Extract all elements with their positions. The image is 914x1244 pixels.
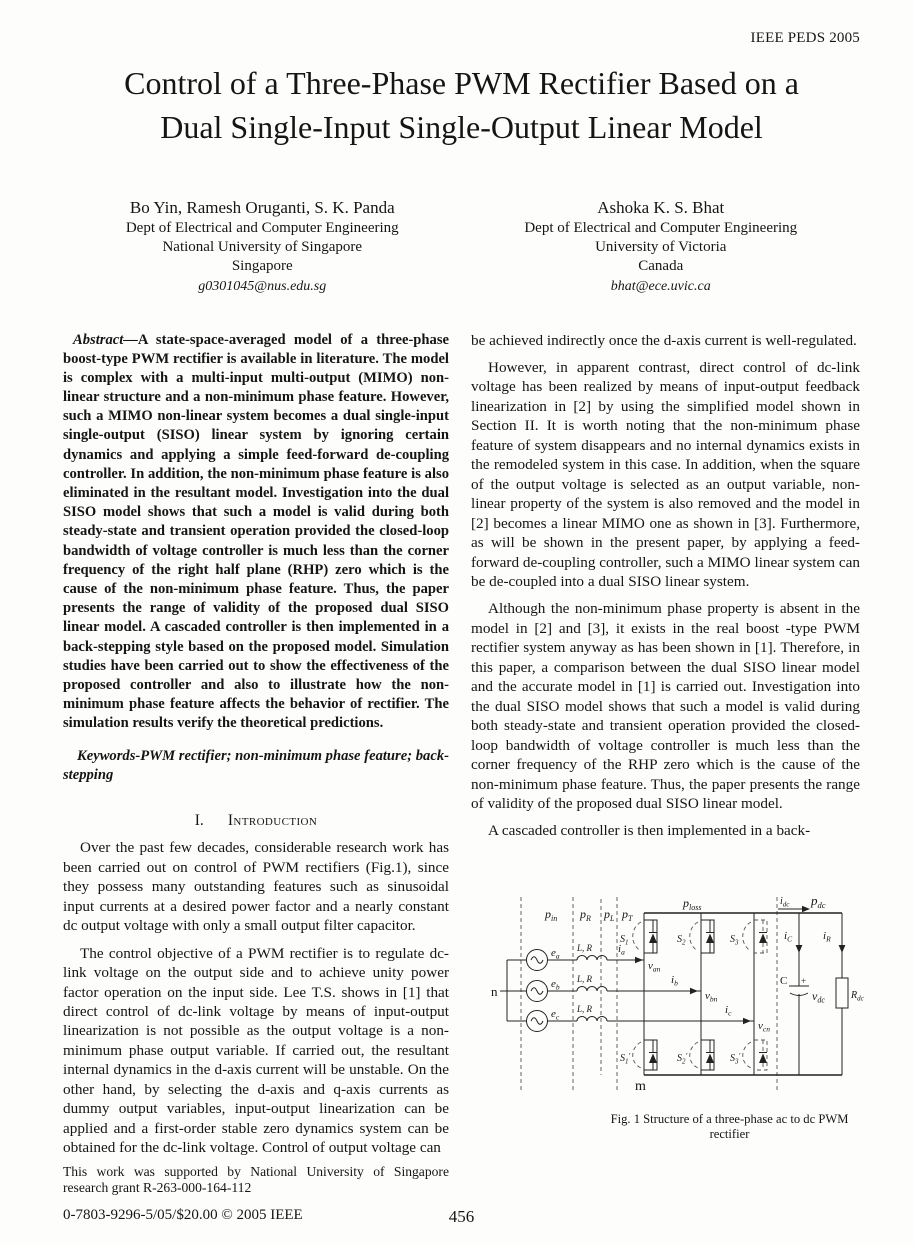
figure-label-capacitor-c: C	[780, 974, 788, 987]
switch-s3	[730, 920, 767, 953]
figure-label-e-b: $e_b$	[551, 977, 560, 992]
author-email: bhat@ece.uvic.ca	[610, 278, 711, 294]
figure-label-lr-a: L, R	[577, 942, 593, 953]
figure-label-i-r: $i_R$	[823, 929, 831, 944]
figure-label-e-c: $e_c$	[551, 1007, 560, 1022]
phase-c-line-and-inductor	[548, 1004, 771, 1034]
figure-label-p-loss: $p_{loss}$	[683, 895, 702, 912]
figure-label-s2: $S_2$	[677, 933, 686, 947]
switch-s1-prime	[620, 1040, 657, 1070]
ac-source-phase-c	[527, 1010, 548, 1031]
figure-label-lr-c: L, R	[577, 1003, 593, 1014]
page-footer	[63, 1207, 860, 1224]
pwm-rectifier-circuit-diagram	[487, 892, 899, 1100]
intro-paragraph-2: The control objective of a PWM rectifier is to regulate dc-link voltage on the output side and to achieve unity power factor operation on the input side. Lee T.S. shows in [1] that direct control of dc-link voltage by means of input-output linearization is not possible as the output voltage is a non-minimum phase output variable. If carried out, the resultant internal dynamics in the d-axis current will be unstable. On the other hand, by selecting the d-axis and q-axis currents as dummy output variables, input-output linearization can be applied and a first-order stable zero dynamics system can be obtained for the dc-link voltage. Control of output voltage can	[63, 944, 449, 1157]
i-b-arrowhead	[690, 988, 698, 994]
author-dept: Dept of Electrical and Computer Engineering	[524, 220, 798, 237]
right-column	[471, 331, 864, 1197]
author-university: University of Victoria	[595, 239, 727, 256]
i-a-arrowhead	[635, 957, 643, 963]
figure-label-m-node: m	[635, 1078, 646, 1094]
figure-label-v-cn: $v_{cn}$	[758, 1019, 770, 1034]
author-block-right	[462, 197, 861, 295]
ac-source-phase-b	[527, 980, 548, 1001]
figure-label-v-an: $v_{an}$	[648, 959, 661, 974]
figure-label-i-b: $i_b$	[671, 973, 678, 988]
section-title: Introduction	[227, 812, 318, 830]
abstract-text: A state-space-averaged model of a three-phase boost-type PWM rectifier is available in literature. The model is complex with a multi-input multi-output (MIMO) non-linear structure and a non-minimum phase feature. However, such a MIMO non-linear system becomes a dual single-input single-output (SISO) linear system by ignoring certain dynamics and applying a simple feed-forward de-coupling controller. In addition, the non-minimum phase feature is also eliminated in the resultant model. Investigation into the dual SISO model shows that such a model is valid during both steady-state and transient operation provided the closed-loop bandwidth of voltage controller is much less than the corner frequency of the right half plane (RHP) zero which is the cause of the non-minimum phase feature. Thus, the paper presents the range of validity of the proposed dual SISO linear model. A cascaded controller is then implemented in a back-stepping style based on the proposed model. Simulation studies have been carried out to show the effectiveness of the proposed controller and also to illustrate how the non-minimum phase feature affects the behavior of rectifier. The simulation results verify the theoretical predictions.	[63, 331, 449, 732]
figure-1	[471, 892, 864, 1142]
author-names: Ashoka K. S. Bhat	[597, 198, 725, 218]
figure-label-s1-prime: $S_1'$	[620, 1051, 631, 1066]
figure-label-s3-prime: $S_3'$	[730, 1051, 741, 1066]
title-line-2: Dual Single-Input Single-Output Linear Model	[160, 109, 763, 146]
right-paragraph-2: However, in apparent contrast, direct control of dc-link voltage has been realized by means of input-output feedback linearization in [2] by using the simplified model shown in Section II. It is worth noting that the non-minimum phase feature of system disappears and no internal dynamics exists in the remodeled system in this case. In addition, when the square of the output voltage is selected as an output variable, non-linear property of the system is also removed and the model in [2] becomes a linear MIMO one as shown in [3]. Furthermore, as will be shown in the present paper, by applying a feed-forward de-coupling controller, such a MIMO linear system can be de-coupled into a dual SISO linear system.	[471, 358, 860, 590]
i-dc-arrow	[778, 896, 810, 912]
figure-label-i-a: $i_a$	[618, 942, 625, 957]
section-number: I.	[194, 812, 204, 830]
support-footnote: This work was supported by National University of Singapore research grant R-263-000-164-112	[63, 1163, 449, 1195]
page-number: 456	[448, 1207, 475, 1226]
figure-label-i-c-cap: $i_C$	[784, 929, 793, 944]
author-names: Bo Yin, Ramesh Oruganti, S. K. Panda	[129, 198, 395, 218]
figure-label-i-dc: $i_{dc}$	[780, 895, 790, 909]
author-location: Canada	[638, 258, 684, 275]
figure-label-s1: $S_1$	[620, 933, 629, 947]
figure-label-p-dc: $p_{dc}$	[811, 892, 826, 910]
figure-label-p-in: $p_{in}$	[545, 906, 558, 923]
author-block-left	[63, 197, 462, 295]
figure-label-r-dc: $R_{dc}$	[851, 989, 864, 1003]
figure-1-caption: Fig. 1 Structure of a three-phase ac to dc PWM rectifier	[610, 1111, 849, 1141]
switch-s1	[620, 920, 657, 953]
figure-label-e-a: $e_a$	[551, 946, 560, 961]
conference-header: IEEE PEDS 2005	[750, 30, 860, 46]
switch-s2	[677, 920, 714, 953]
i-c-arrowhead	[796, 945, 803, 953]
figure-label-plus-sign: +	[801, 975, 807, 986]
author-university: National University of Singapore	[162, 239, 363, 256]
author-location: Singapore	[231, 258, 293, 275]
figure-label-lr-b: L, R	[577, 973, 593, 984]
copyright-notice: 0-7803-9296-5/05/$20.00 © 2005 IEEE	[63, 1207, 303, 1223]
ac-source-phase-a	[527, 949, 548, 970]
abstract-paragraph	[63, 331, 449, 734]
right-paragraph-3: Although the non-minimum phase property is absent in the model in [2] and [3], it exists in the real boost -type PWM rectifier system anyway as has been shown in [1]. Therefore, in this paper, a comparison between the dual SISO linear model and the accurate model in [1] is carried out. Investigation into the dual SISO model shows that such a model is valid during both steady-state and transient operation provided the closed-loop bandwidth of voltage controller is much less than the corner frequency of the RHP zero which is the cause of the non-minimum phase feature. Thus, the paper presents the range of validity of the proposed dual SISO linear model.	[471, 600, 860, 812]
authors-row	[63, 197, 860, 295]
switch-s2-prime	[677, 1040, 714, 1070]
keywords-line: Keywords-PWM rectifier; non-minimum phase feature; back-stepping	[63, 748, 449, 784]
figure-label-s3: $S_3$	[730, 933, 739, 947]
title-line-1: Control of a Three-Phase PWM Rectifier Based on a	[124, 65, 799, 101]
author-email: g0301045@nus.edu.sg	[198, 278, 327, 294]
left-column	[63, 331, 449, 1197]
right-paragraph-1: be achieved indirectly once the d-axis current is well-regulated.	[471, 331, 857, 349]
two-column-body	[63, 331, 864, 1197]
i-r-arrowhead	[839, 945, 846, 953]
paper-title	[63, 61, 860, 149]
switch-s3-prime	[730, 1040, 767, 1070]
abstract-label: Abstract—	[73, 331, 138, 348]
figure-label-v-bn: $v_{bn}$	[705, 989, 718, 1004]
figure-label-n-node: n	[491, 983, 498, 999]
figure-label-p-r: $p_R$	[580, 906, 591, 923]
i-c-arrowhead	[743, 1018, 751, 1024]
author-dept: Dept of Electrical and Computer Engineering	[125, 220, 399, 237]
figure-label-s2-prime: $S_2'$	[677, 1051, 688, 1066]
intro-paragraph-1: Over the past few decades, considerable research work has been carried out on control of PWM rectifiers (Fig.1), since they possess many outstanding features such as sinusoidal input currents at a desired power factor and a nearly constant dc output voltage with only a small output filter capacitor.	[63, 839, 449, 935]
figure-label-v-dc: $v_{dc}$	[812, 988, 825, 1005]
figure-label-i-c: $i_c$	[725, 1003, 732, 1018]
dc-load-branch	[823, 913, 865, 1075]
figure-label-p-t: $p_T$	[622, 906, 633, 923]
region-separator-dashed-lines	[521, 897, 777, 1092]
right-paragraph-4: A cascaded controller is then implemented in a back-	[488, 822, 811, 840]
section-heading-introduction	[63, 812, 449, 830]
dc-link-capacitor	[780, 913, 825, 1075]
figure-label-p-l: $p_L$	[604, 906, 615, 923]
